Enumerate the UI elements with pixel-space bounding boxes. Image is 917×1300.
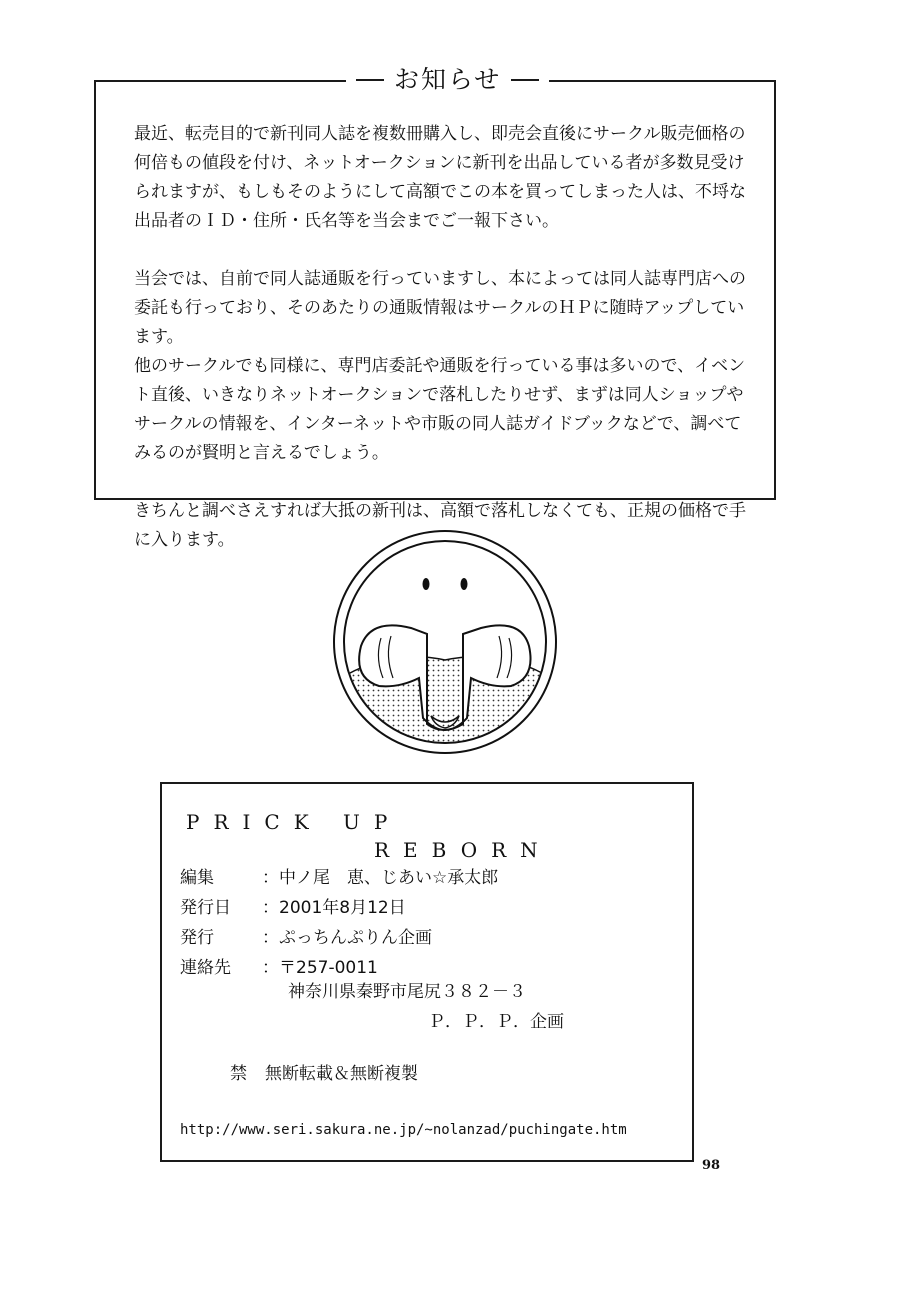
prohibition-mark: 禁: [230, 1064, 247, 1084]
book-title-line-2: REBORN: [374, 838, 552, 862]
prohibition-text: 無断転載＆無断複製: [265, 1064, 418, 1084]
notice-title: [346, 64, 549, 96]
date-label: 発行日: [180, 898, 231, 918]
date-row: [180, 896, 406, 920]
publisher-label: 発行: [180, 928, 214, 948]
page-number: 98: [702, 1158, 721, 1173]
date-value: ：2001年8月12日: [262, 898, 406, 918]
notice-body: [134, 120, 754, 555]
prohibition-notice: [230, 1062, 418, 1086]
creature-face-icon: [331, 528, 559, 756]
editor-value: ：中ノ尾 恵、じあい☆承太郎: [262, 868, 499, 888]
website-url: http://www.seri.sakura.ne.jp/~nolanzad/puchingate.htm: [180, 1122, 627, 1138]
publisher-value: ：ぷっちんぷりん企画: [262, 928, 432, 948]
contact-label: 連絡先: [180, 958, 231, 978]
title-rule-right: [511, 79, 539, 81]
contact-row: [180, 956, 378, 980]
editor-label: 編集: [180, 868, 214, 888]
address-text: 神奈川県秦野市尾尻３８２－３: [288, 982, 526, 1002]
colophon-box: [160, 782, 694, 1162]
editor-row: [180, 866, 498, 890]
notice-paragraph-1: 最近、転売目的で新刊同人誌を複数冊購入し、即売会直後にサークル販売価格の何倍もの値段を付け、ネットオークションに新刊を出品している者が多数見受けられますが、もしもそのようにして高額でこの本を買ってしまった人は、不埒な出品者のＩＤ・住所・氏名等を当会までご一報下さい。: [134, 124, 746, 231]
publisher-row: [180, 926, 432, 950]
notice-paragraph-2: 当会では、自前で同人誌通販を行っていますし、本によっては同人誌専門店への委託も行っており、そのあたりの通販情報はサークルのＨＰに随時アップしています。: [134, 269, 746, 347]
notice-title-text: お知らせ: [394, 65, 502, 94]
organization-text: Ｐ．Ｐ．Ｐ．企画: [428, 1012, 564, 1032]
notice-box: [94, 65, 776, 550]
notice-paragraph-3: 他のサークルでも同様に、専門店委託や通販を行っている事は多いので、イベント直後、いきなりネットオークションで落札したりせず、まずは同人ショップやサークルの情報を、インターネットや市販の同人誌ガイドブックなどで、調べてみるのが賢明と言えるでしょう。: [134, 356, 746, 463]
title-rule-left: [356, 79, 384, 81]
contact-value: ：〒257-0011: [262, 958, 378, 978]
emblem-svg: [331, 528, 559, 756]
notice-paragraph-4: きちんと調べさえすれば大抵の新刊は、高額で落札しなくても、正規の価格で手に入ります。: [134, 501, 746, 550]
book-title-line-1: PRICK UP: [186, 810, 402, 834]
